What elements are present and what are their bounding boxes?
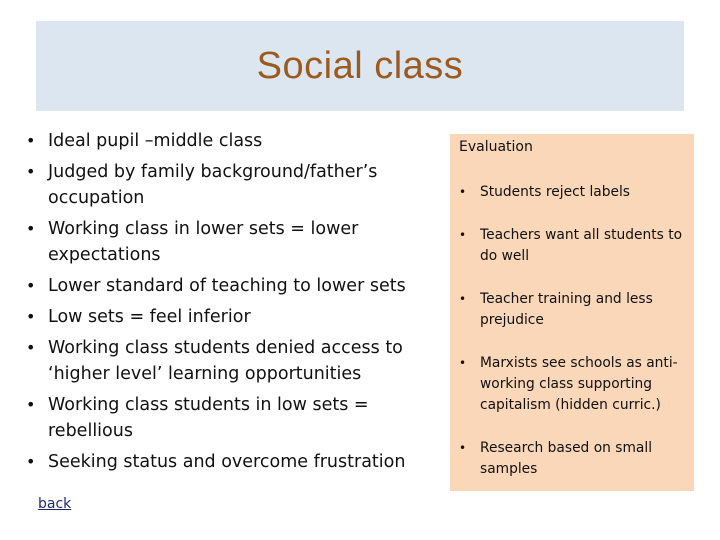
evaluation-list [457, 182, 691, 502]
main-point-text: Low sets = feel inferior [48, 307, 251, 327]
evaluation-item [457, 289, 691, 331]
evaluation-title: Evaluation [459, 139, 533, 155]
main-points-list [22, 128, 427, 480]
evaluation-panel [450, 134, 694, 491]
main-point-text: Working class students denied access to ‘higher level’ learning opportunities [48, 338, 403, 384]
main-point-item [22, 335, 427, 387]
bullet-icon: • [459, 441, 467, 455]
bullet-icon: • [26, 131, 36, 150]
bullet-icon: • [26, 452, 36, 471]
main-point-item [22, 449, 427, 475]
evaluation-text: Teachers want all students to do well [480, 227, 683, 264]
bullet-icon: • [26, 338, 36, 357]
slide-title: Social class [256, 44, 464, 87]
main-point-item [22, 216, 427, 268]
main-point-item [22, 159, 427, 211]
evaluation-item [457, 438, 691, 480]
title-banner [36, 21, 684, 111]
back-link[interactable]: back [38, 496, 72, 512]
bullet-icon: • [459, 185, 467, 199]
evaluation-text: Research based on small samples [480, 440, 653, 477]
evaluation-item [457, 182, 691, 203]
main-point-text: Seeking status and overcome frustration [48, 452, 406, 472]
bullet-icon: • [459, 356, 467, 370]
evaluation-text: Students reject labels [480, 184, 631, 200]
bullet-icon: • [459, 228, 467, 242]
main-point-item [22, 392, 427, 444]
evaluation-item [457, 353, 691, 416]
evaluation-item [457, 225, 691, 267]
bullet-icon: • [26, 276, 36, 295]
main-point-text: Judged by family background/father’s occupation [48, 162, 378, 208]
main-point-text: Ideal pupil –middle class [48, 131, 263, 151]
evaluation-text: Marxists see schools as anti-working class supporting capitalism (hidden curric.) [480, 355, 678, 413]
bullet-icon: • [26, 307, 36, 326]
main-point-item [22, 273, 427, 299]
bullet-icon: • [26, 162, 36, 181]
bullet-icon: • [26, 219, 36, 238]
main-point-text: Working class students in low sets = rebellious [48, 395, 369, 441]
bullet-icon: • [459, 292, 467, 306]
main-point-text: Working class in lower sets = lower expectations [48, 219, 359, 265]
bullet-icon: • [26, 395, 36, 414]
main-point-item [22, 128, 427, 154]
main-point-text: Lower standard of teaching to lower sets [48, 276, 406, 296]
main-point-item [22, 304, 427, 330]
evaluation-text: Teacher training and less prejudice [480, 291, 653, 328]
